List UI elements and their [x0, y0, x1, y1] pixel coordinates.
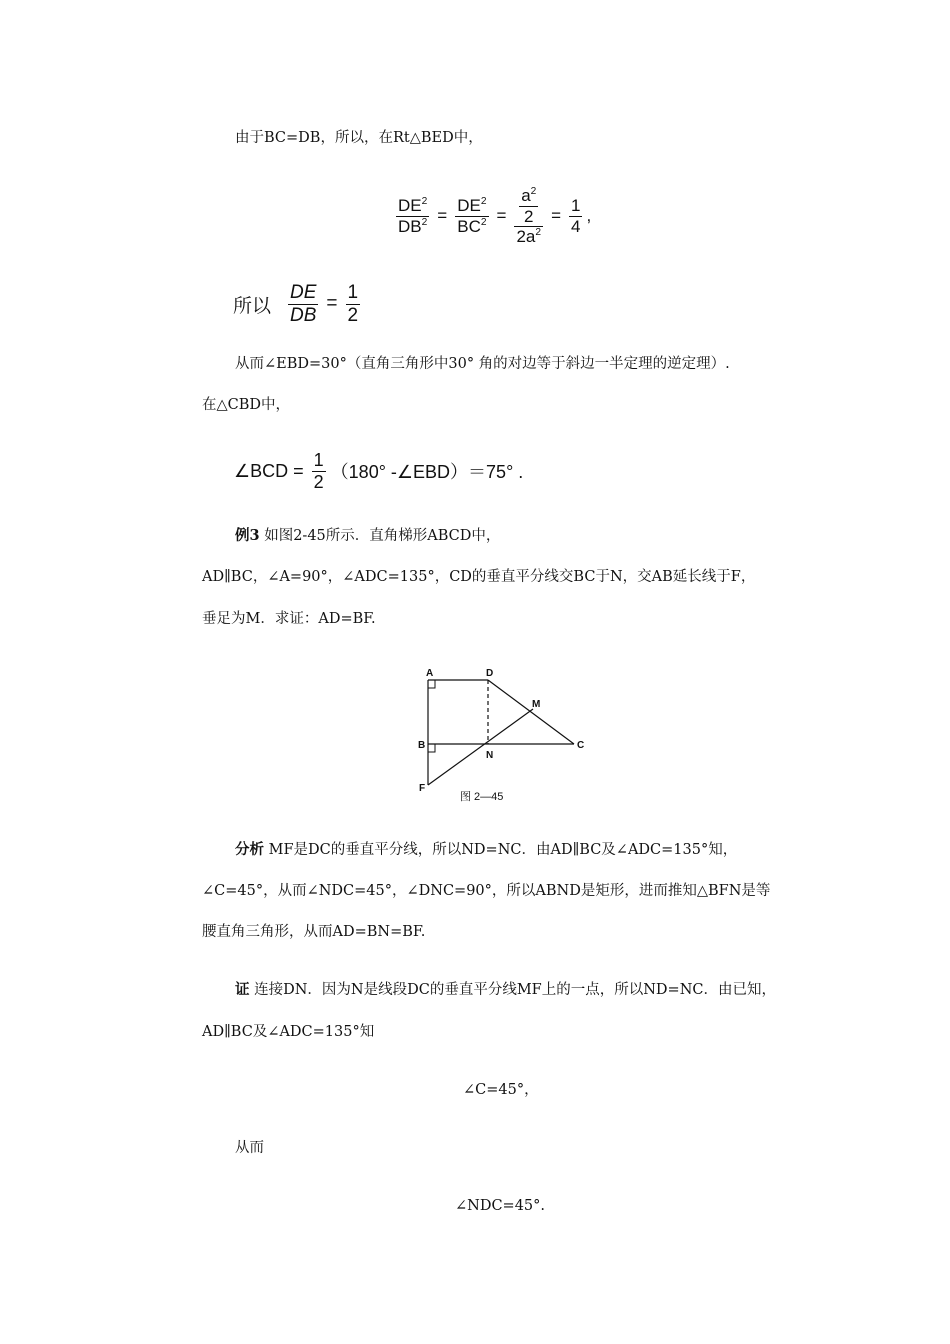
- segment-DC: [488, 680, 574, 744]
- right-angle-mark-A: [428, 680, 435, 688]
- label-D: D: [486, 668, 494, 679]
- label-A: A: [426, 668, 434, 679]
- text-line: AD∥BC及∠ADC=135°知: [202, 1024, 375, 1040]
- text-line: 在△CBD中，: [202, 397, 291, 413]
- text-line-centered: ∠NDC=45°.: [455, 1198, 546, 1214]
- analysis-label: 分析: [235, 841, 264, 858]
- equation-angle: ∠BCD = $\frac{1}{2}$ （180° -∠EBD）＝75° .: [234, 450, 524, 492]
- fraction: $\frac{DE^2}{DB^2}$: [398, 196, 428, 237]
- equation-result: 所以 $\frac{DE}{DB}$ = $\frac{1}{2}$: [233, 282, 359, 326]
- label-N: N: [486, 750, 494, 761]
- fraction: $\frac{1}{4}$: [571, 196, 581, 236]
- label-B: B: [418, 740, 426, 751]
- text-line: 垂足为M．求证：AD=BF.: [202, 611, 376, 627]
- fraction: $\frac{DE}{DB}$: [290, 282, 317, 326]
- example-line: 例3 如图2-45所示．直角梯形ABCD中，: [235, 527, 501, 544]
- fraction: $\frac{1}{2}$: [313, 450, 324, 492]
- compound-fraction: $\frac{\frac{a^2}{2}}{2a^2}$: [516, 186, 542, 247]
- fraction: $\frac{1}{2}$: [347, 282, 359, 326]
- text-line-centered: ∠C=45°，: [463, 1082, 539, 1098]
- label-C: C: [577, 740, 585, 751]
- proof-line: 证 连接DN．因为N是线段DC的垂直平分线MF上的一点，所以ND=NC．由已知，: [235, 981, 776, 998]
- label-F: F: [419, 783, 426, 794]
- text-line: 从而∠EBD=30°（直角三角形中30° 角的对边等于斜边一半定理的逆定理）.: [235, 356, 730, 372]
- figure-caption: 图 2—45: [460, 791, 504, 803]
- analysis-line: 分析 MF是DC的垂直平分线，所以ND=NC．由AD∥BC及∠ADC=135°知，: [235, 841, 738, 858]
- fraction: $\frac{DE^2}{BC^2}$: [457, 196, 487, 237]
- label-M: M: [532, 699, 541, 710]
- text-line: 从而: [235, 1140, 264, 1156]
- segment-FM: [428, 709, 533, 785]
- geometry-figure: [410, 660, 600, 810]
- proof-label: 证: [235, 981, 250, 998]
- text-line: ∠C=45°，从而∠NDC=45°，∠DNC=90°，所以ABND是矩形，进而推知△BFN是等: [202, 883, 771, 899]
- right-angle-mark-B: [428, 744, 435, 752]
- example-label: 例3: [235, 527, 260, 544]
- text-line: AD∥BC，∠A=90°，∠ADC=135°，CD的垂直平分线交BC于N，交AB延长线于F，: [202, 569, 756, 585]
- text-line: 腰直角三角形，从而AD=BN=BF.: [202, 924, 426, 940]
- equation-ratio: $\frac{DE^2}{DB^2}$ = $\frac{DE^2}{BC^2}$ = $\frac{\frac{a^2}{2}}{2a^2}$ = $\frac{1}{4}$ ,: [398, 186, 592, 247]
- text-line: 由于BC=DB，所以，在Rt△BED中，: [235, 130, 483, 146]
